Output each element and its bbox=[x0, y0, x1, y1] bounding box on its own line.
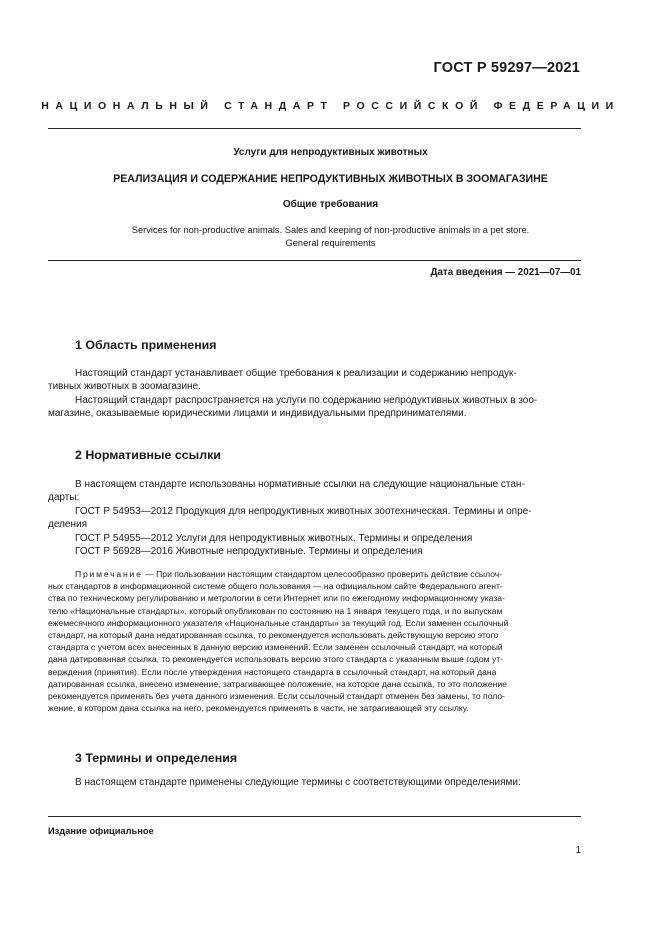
reference-line: ГОСТ Р 54955—2012 Услуги для непродуктивных животных. Термины и определения bbox=[75, 532, 473, 544]
note-line: стандарта с учетом всех внесенных в данную версию изменений. Если заменен ссылочный стандарт, на который bbox=[48, 642, 503, 653]
paragraph-line: тивных животных в зоомагазине. bbox=[48, 381, 201, 393]
note-line: ежемесячного информационного указателя «Национальные стандарты» за текущий год. Если заменен ссылочный bbox=[48, 617, 509, 628]
note-line: ных стандартов в информационной системе общего пользования — на официальном сайте Федерального агент- bbox=[48, 581, 503, 592]
reference-line: ГОСТ Р 54953—2012 Продукция для непродуктивных животных зоотехническая. Термины и опре- bbox=[75, 505, 532, 517]
english-title-line: General requirements bbox=[285, 237, 376, 248]
paragraph-line: Настоящий стандарт распространяется на услуги по содержанию непродуктивных животных в зоо- bbox=[75, 394, 538, 406]
note-line: ства по техническому регулированию и метрологии в сети Интернет или по ежегодному информационному указа- bbox=[48, 593, 505, 604]
paragraph-line: В настоящем стандарте использованы нормативные ссылки на следующие национальные стан- bbox=[75, 479, 525, 490]
note-line: датированная ссылка, внесено изменение, затрагивающее положение, на которое дана ссылка, то это положение bbox=[48, 678, 507, 689]
note-line: рекомендуется применять без учета данного изменения. Если ссылочный стандарт отменен без замены, то поло- bbox=[48, 691, 506, 702]
section-2-body bbox=[48, 478, 581, 558]
section-2-note bbox=[48, 568, 581, 714]
note-first-line bbox=[48, 568, 581, 580]
official-edition-label: Издание официальное bbox=[48, 826, 154, 836]
title-divider bbox=[48, 260, 581, 261]
page-number: 1 bbox=[575, 845, 581, 856]
note-line: дана датированная ссылка, то рекомендуется использовать версию этого стандарта с указанным выше годом ут- bbox=[48, 654, 504, 665]
subtitle-bottom: Общие требования bbox=[282, 199, 379, 210]
section-3-body bbox=[48, 776, 581, 789]
paragraph-line: Настоящий стандарт устанавливает общие требования к реализации и содержанию непродук- bbox=[75, 368, 517, 379]
national-standard-banner: НАЦИОНАЛЬНЫЙ СТАНДАРТ РОССИЙСКОЙ ФЕДЕРАЦИИ bbox=[41, 100, 620, 112]
section-1-heading: 1 Область применения bbox=[75, 338, 217, 352]
document-title: РЕАЛИЗАЦИЯ И СОДЕРЖАНИЕ НЕПРОДУКТИВНЫХ ЖИВОТНЫХ В ЗООМАГАЗИНЕ bbox=[113, 173, 548, 185]
standard-code: ГОСТ Р 59297—2021 bbox=[433, 60, 580, 76]
subtitle-top: Услуги для непродуктивных животных bbox=[233, 147, 428, 158]
introduction-date: Дата введения — 2021—07—01 bbox=[430, 267, 581, 278]
footer-divider bbox=[48, 816, 581, 817]
note-line: стандарт, на который дана недатированная ссылка, то рекомендуется использовать действующую версию этого bbox=[48, 630, 499, 641]
paragraph-line: магазине, оказываемые юридическими лицами и индивидуальными предпринимателями. bbox=[48, 408, 467, 420]
section-3-heading: 3 Термины и определения bbox=[75, 751, 238, 765]
note-line: — При пользовании настоящим стандартом целесообразно проверить действие ссылоч- bbox=[142, 569, 503, 579]
note-label: Примечание bbox=[75, 569, 143, 579]
section-2-heading: 2 Нормативные ссылки bbox=[75, 448, 221, 462]
paragraph-line: В настоящем стандарте применены следующие термины с соответствующими определениями: bbox=[75, 777, 521, 788]
note-line: телю «Национальные стандарты», который опубликован по состоянию на 1 января текущего года, и по выпускам bbox=[48, 605, 503, 616]
paragraph-line: дарты: bbox=[48, 492, 80, 504]
section-1-body bbox=[48, 367, 581, 421]
reference-line: деления bbox=[48, 519, 87, 531]
note-line: верждения (принятия). Если после утверждения настоящего стандарта в ссылочный стандарт, на который дана bbox=[48, 666, 497, 677]
note-line: жение, в котором дана ссылка на него, рекомендуется применять в части, не затрагивающей эту ссылку. bbox=[48, 703, 469, 714]
english-title bbox=[0, 224, 661, 249]
reference-line: ГОСТ Р 56928—2016 Животные непродуктивные. Термины и определения bbox=[75, 546, 423, 558]
english-title-line: Services for non-productive animals. Sales and keeping of non-productive animals in a pet store. bbox=[131, 225, 530, 235]
header-divider bbox=[48, 128, 581, 129]
